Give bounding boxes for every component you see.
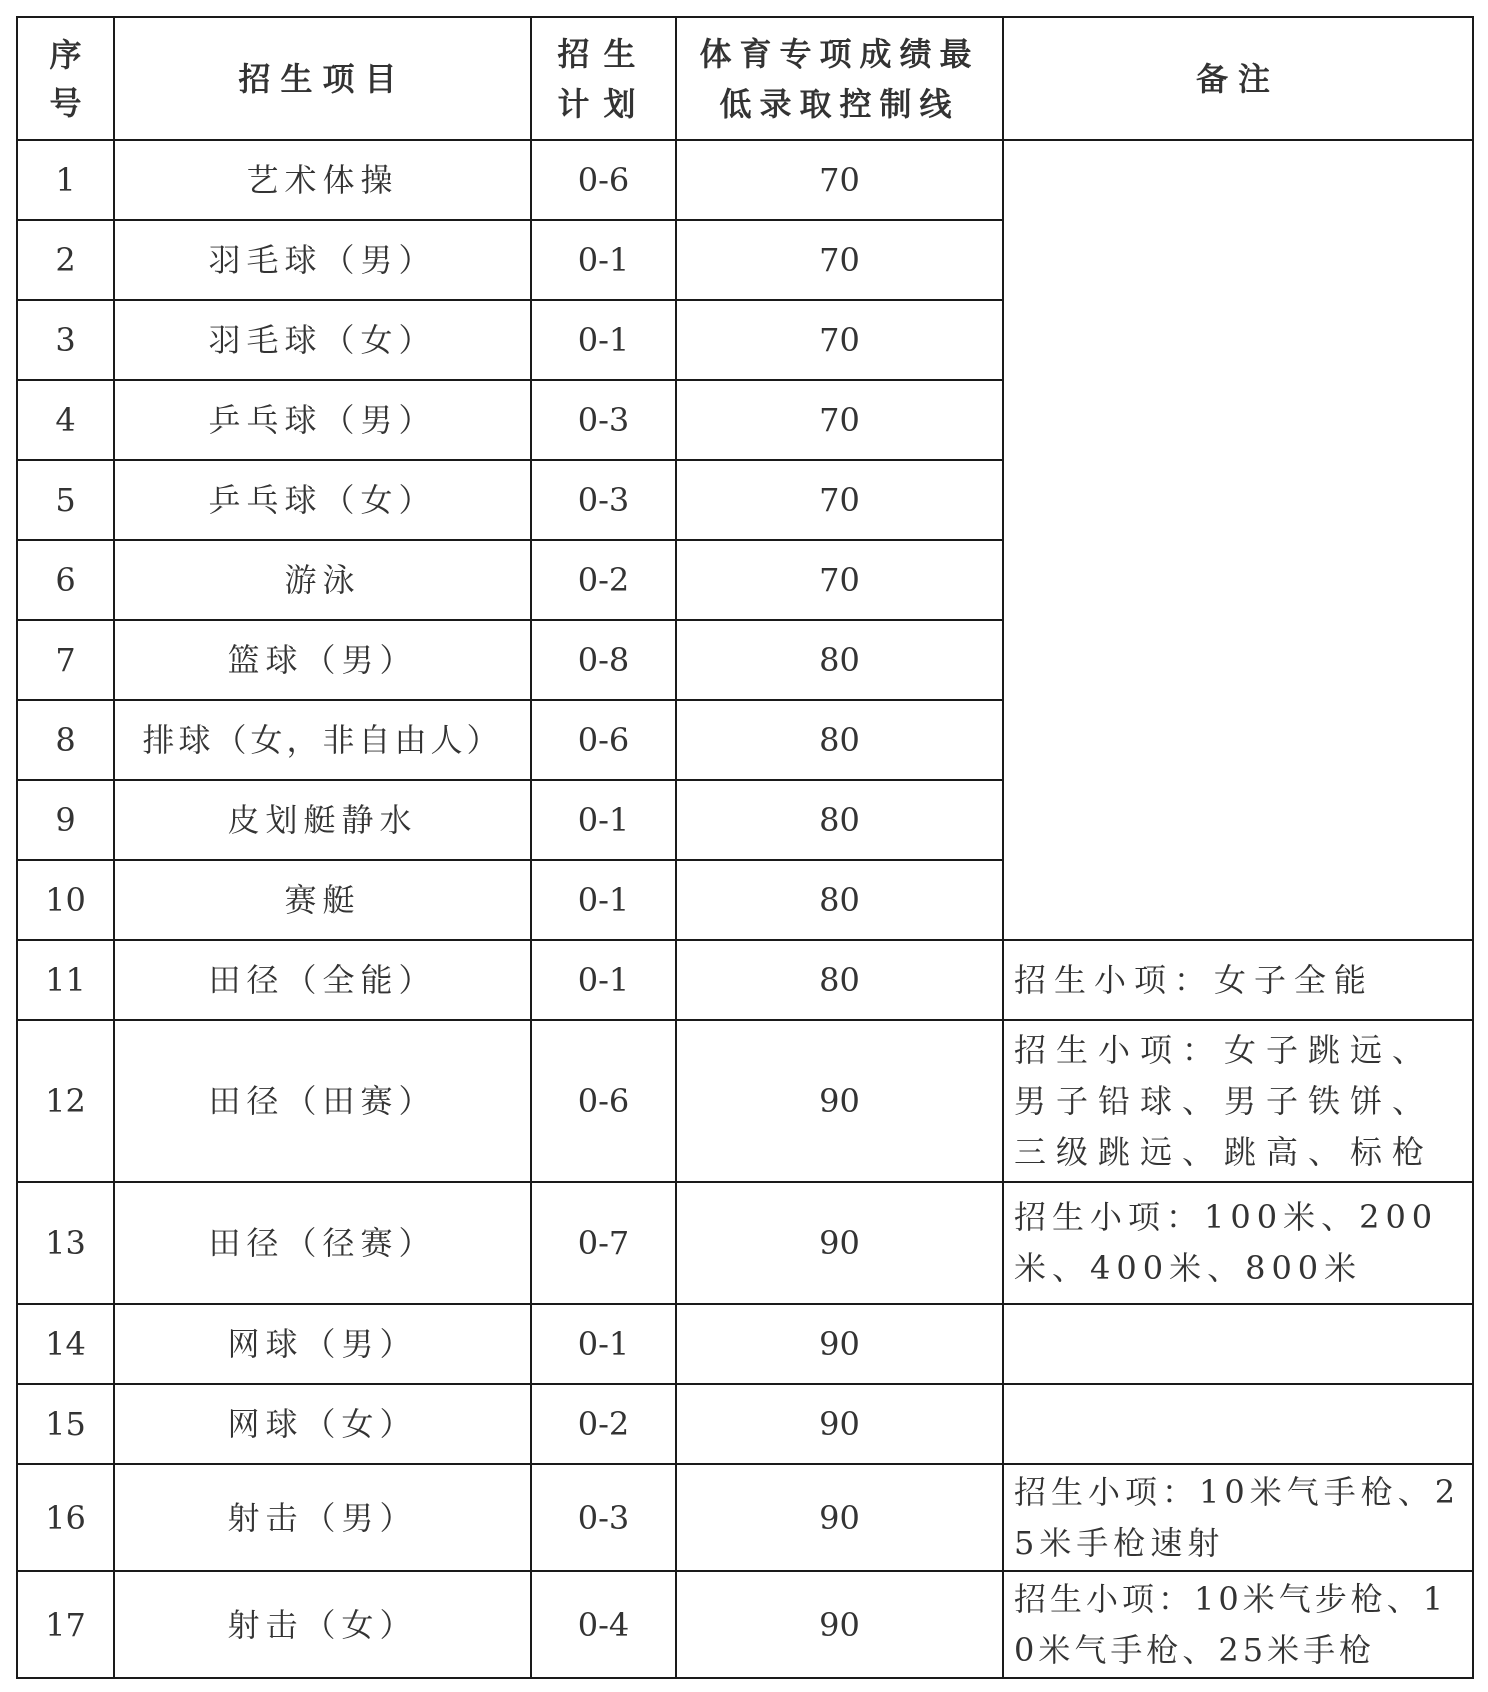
cell-remark: 招生小项：女子全能 xyxy=(1003,940,1473,1020)
cell-project: 田径（全能） xyxy=(114,940,531,1020)
cell-plan: 0-3 xyxy=(531,1464,676,1571)
cell-seq: 5 xyxy=(17,460,114,540)
table-row xyxy=(17,1464,1473,1571)
header-remark: 备注 xyxy=(1003,17,1473,140)
cell-project: 网球（女） xyxy=(114,1384,531,1464)
cell-project: 艺术体操 xyxy=(114,140,531,220)
cell-plan: 0-1 xyxy=(531,940,676,1020)
cell-project: 羽毛球（男） xyxy=(114,220,531,300)
cell-project: 乒乓球（男） xyxy=(114,380,531,460)
cell-project: 网球（男） xyxy=(114,1304,531,1384)
cell-score: 70 xyxy=(676,220,1003,300)
cell-project: 田径（田赛） xyxy=(114,1020,531,1182)
cell-score: 70 xyxy=(676,380,1003,460)
cell-seq: 7 xyxy=(17,620,114,700)
cell-project: 射击（女） xyxy=(114,1571,531,1678)
cell-seq: 3 xyxy=(17,300,114,380)
cell-plan: 0-1 xyxy=(531,780,676,860)
cell-seq: 9 xyxy=(17,780,114,860)
cell-seq: 6 xyxy=(17,540,114,620)
header-score xyxy=(676,17,1003,140)
table-row xyxy=(17,1571,1473,1678)
cell-score: 90 xyxy=(676,1182,1003,1304)
cell-score: 80 xyxy=(676,940,1003,1020)
table-row xyxy=(17,1020,1473,1182)
cell-score: 90 xyxy=(676,1571,1003,1678)
cell-score: 80 xyxy=(676,860,1003,940)
cell-plan: 0-6 xyxy=(531,700,676,780)
cell-project: 游泳 xyxy=(114,540,531,620)
cell-seq: 1 xyxy=(17,140,114,220)
header-plan xyxy=(531,17,676,140)
cell-score: 90 xyxy=(676,1464,1003,1571)
header-seq xyxy=(17,17,114,140)
cell-plan: 0-1 xyxy=(531,860,676,940)
cell-project: 田径（径赛） xyxy=(114,1182,531,1304)
cell-project: 赛艇 xyxy=(114,860,531,940)
cell-seq: 16 xyxy=(17,1464,114,1571)
cell-plan: 0-2 xyxy=(531,1384,676,1464)
cell-remark-merged xyxy=(1003,140,1473,940)
cell-plan: 0-1 xyxy=(531,300,676,380)
cell-seq: 2 xyxy=(17,220,114,300)
table-row xyxy=(17,940,1473,1020)
cell-remark: 招生小项：10米气手枪、25米手枪速射 xyxy=(1003,1464,1473,1571)
cell-remark: 招生小项：10米气步枪、10米气手枪、25米手枪 xyxy=(1003,1571,1473,1678)
cell-project: 射击（男） xyxy=(114,1464,531,1571)
cell-remark: 招生小项：100米、200米、400米、800米 xyxy=(1003,1182,1473,1304)
cell-score: 70 xyxy=(676,540,1003,620)
cell-plan: 0-1 xyxy=(531,220,676,300)
cell-score: 90 xyxy=(676,1304,1003,1384)
cell-project: 乒乓球（女） xyxy=(114,460,531,540)
cell-seq: 10 xyxy=(17,860,114,940)
table-header-row xyxy=(17,17,1473,140)
cell-plan: 0-8 xyxy=(531,620,676,700)
table-row xyxy=(17,1304,1473,1384)
cell-plan: 0-3 xyxy=(531,380,676,460)
cell-plan: 0-1 xyxy=(531,1304,676,1384)
cell-project: 羽毛球（女） xyxy=(114,300,531,380)
cell-seq: 8 xyxy=(17,700,114,780)
cell-remark xyxy=(1003,1304,1473,1384)
cell-project: 排球（女，非自由人） xyxy=(114,700,531,780)
cell-score: 70 xyxy=(676,300,1003,380)
cell-plan: 0-6 xyxy=(531,140,676,220)
cell-score: 90 xyxy=(676,1384,1003,1464)
header-score-text: 体育专项成绩最低录取控制线 xyxy=(699,34,980,123)
header-plan-text: 招生计划 xyxy=(557,34,650,123)
cell-plan: 0-2 xyxy=(531,540,676,620)
cell-score: 80 xyxy=(676,700,1003,780)
cell-score: 90 xyxy=(676,1020,1003,1182)
cell-plan: 0-3 xyxy=(531,460,676,540)
header-project: 招生项目 xyxy=(114,17,531,140)
cell-seq: 15 xyxy=(17,1384,114,1464)
cell-seq: 4 xyxy=(17,380,114,460)
cell-plan: 0-7 xyxy=(531,1182,676,1304)
cell-plan: 0-6 xyxy=(531,1020,676,1182)
table-row xyxy=(17,1182,1473,1304)
cell-score: 70 xyxy=(676,460,1003,540)
cell-remark: 招生小项：女子跳远、男子铅球、男子铁饼、三级跳远、跳高、标枪 xyxy=(1003,1020,1473,1182)
admission-table xyxy=(16,16,1474,1679)
header-seq-text: 序号 xyxy=(49,35,82,122)
cell-score: 70 xyxy=(676,140,1003,220)
cell-score: 80 xyxy=(676,620,1003,700)
cell-seq: 17 xyxy=(17,1571,114,1678)
cell-seq: 11 xyxy=(17,940,114,1020)
table-row xyxy=(17,1384,1473,1464)
cell-score: 80 xyxy=(676,780,1003,860)
table-row xyxy=(17,140,1473,220)
cell-seq: 14 xyxy=(17,1304,114,1384)
cell-seq: 12 xyxy=(17,1020,114,1182)
cell-seq: 13 xyxy=(17,1182,114,1304)
cell-project: 皮划艇静水 xyxy=(114,780,531,860)
cell-remark xyxy=(1003,1384,1473,1464)
cell-project: 篮球（男） xyxy=(114,620,531,700)
cell-plan: 0-4 xyxy=(531,1571,676,1678)
